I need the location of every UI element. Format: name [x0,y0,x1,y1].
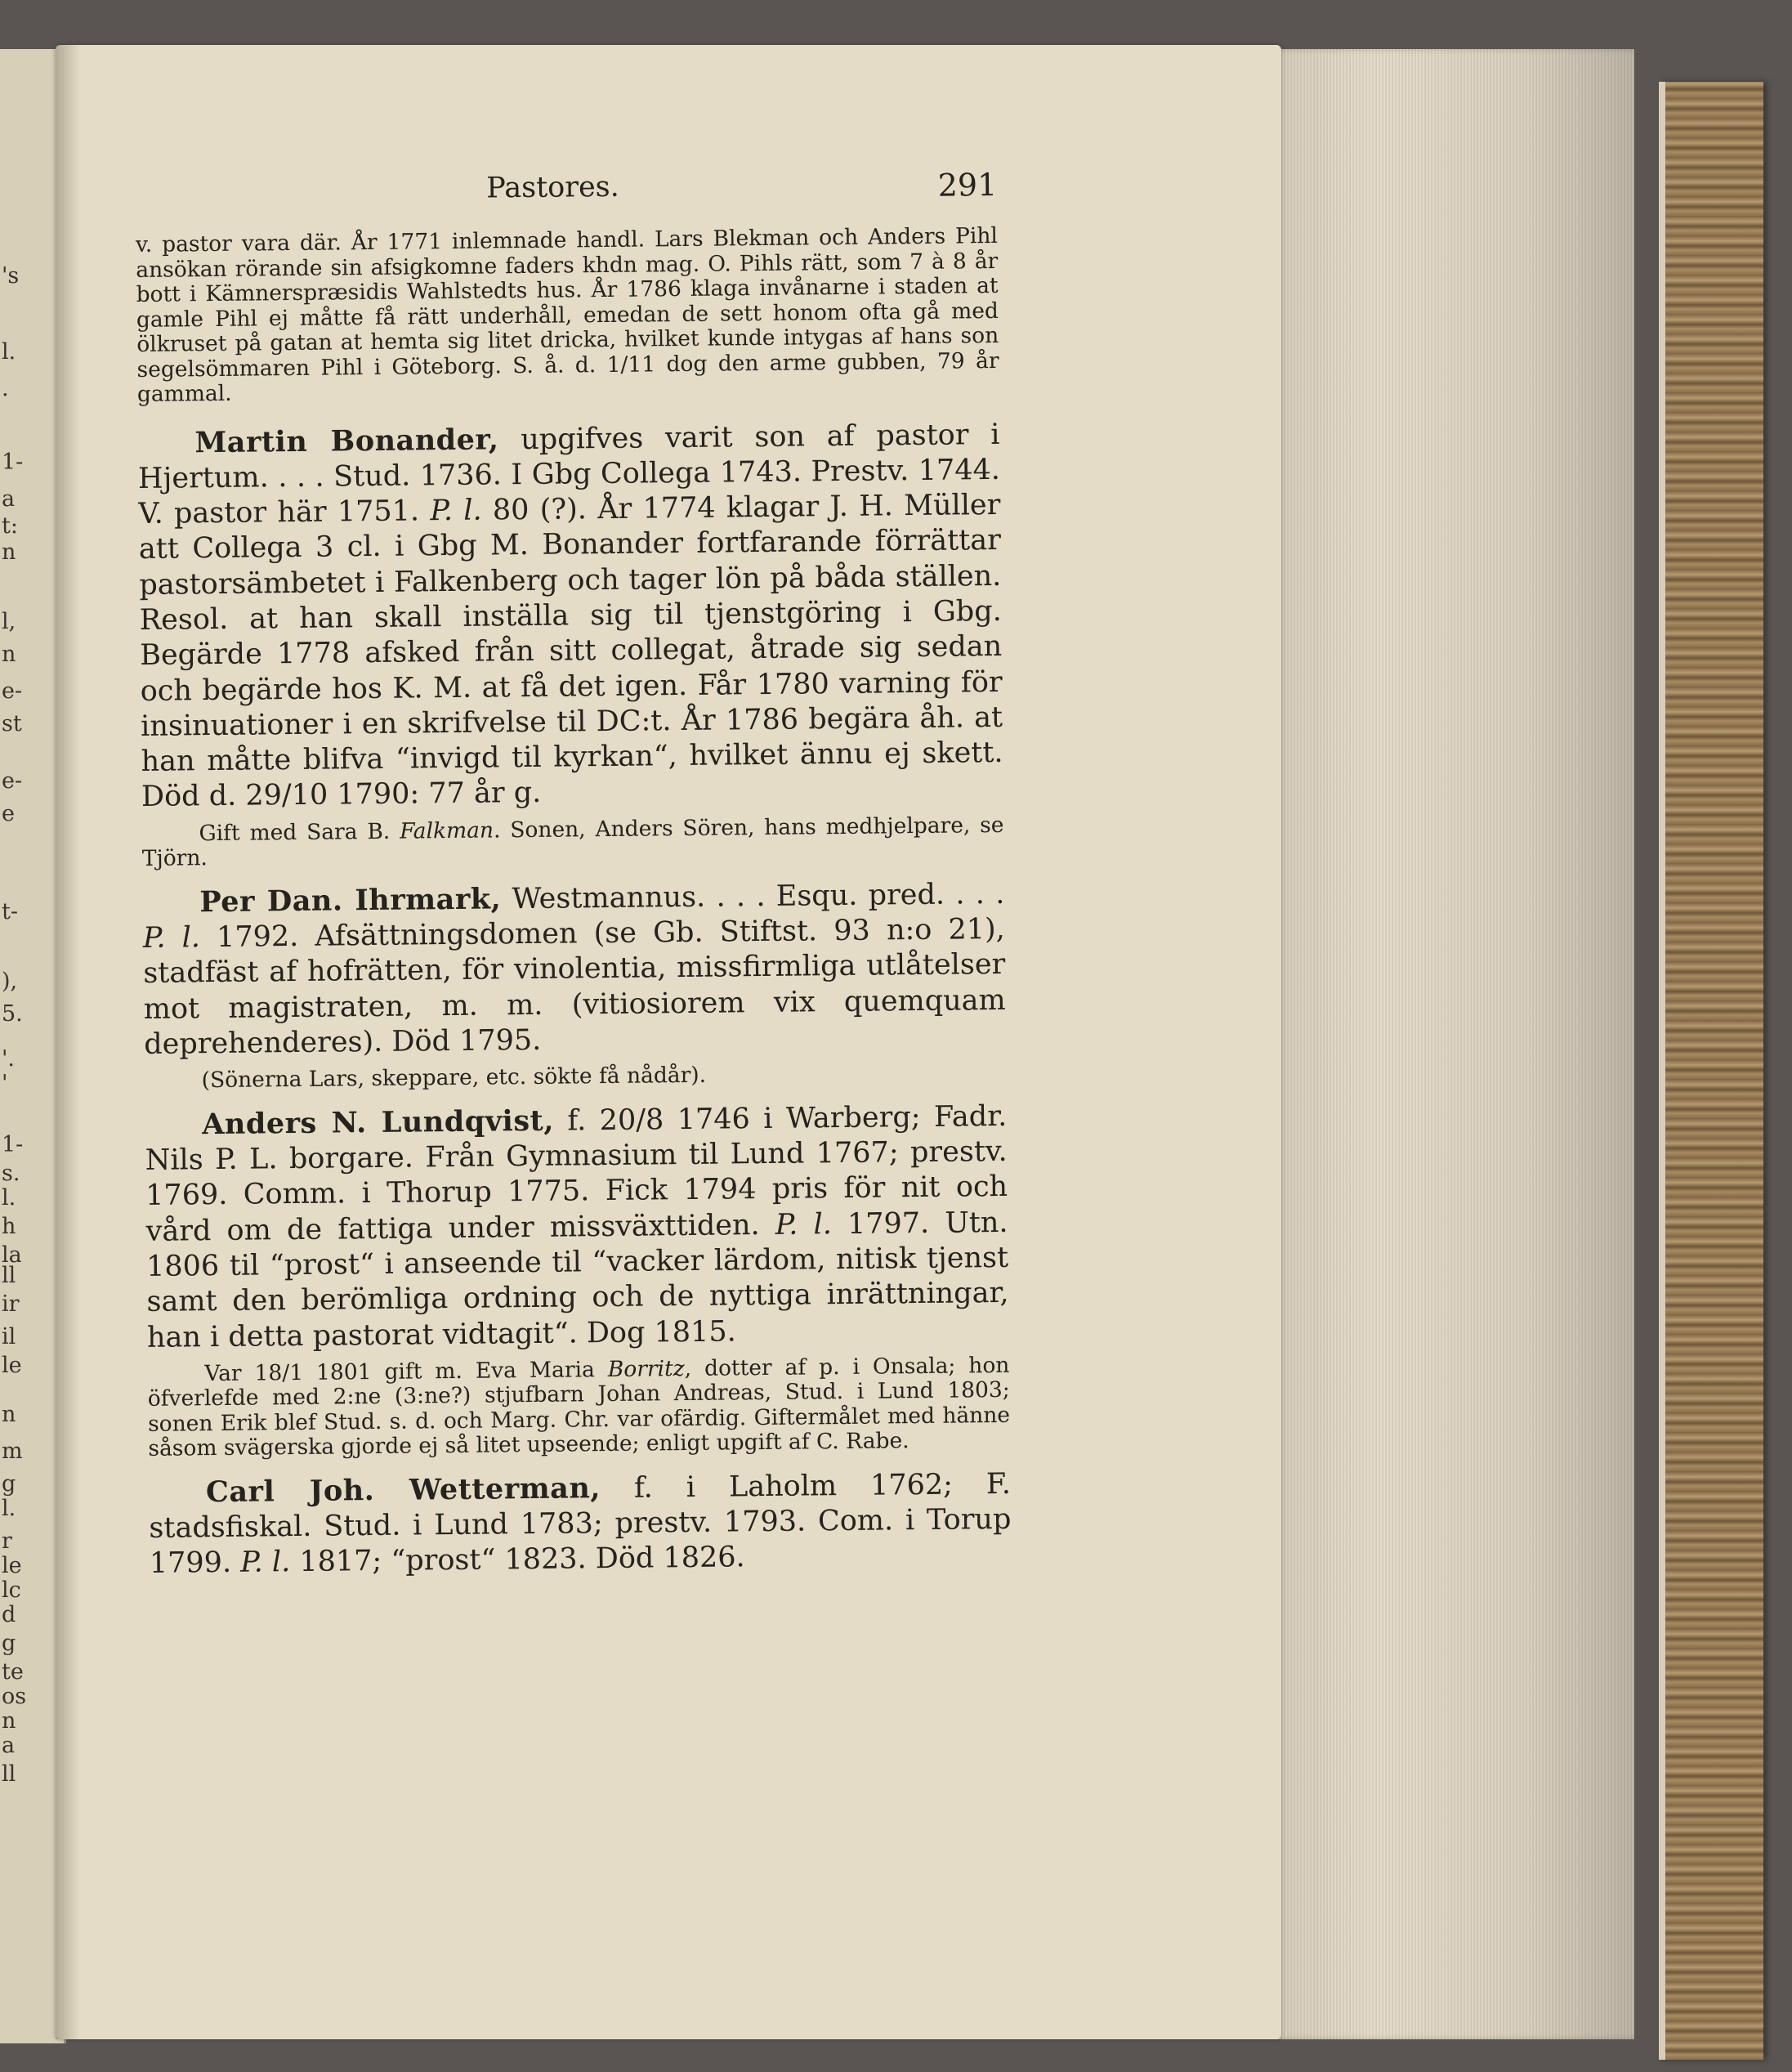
left-fragment: t- [2,899,18,924]
left-fragment: t: [2,513,18,539]
entry-text: upgifves varit son af pastor i Hjertum. . . . Stud. 1736. I Gbg Collega 1743. Prestv. 1744. V. pastor här 1751. [137,418,1001,531]
left-fragment: le [2,1353,22,1378]
left-fragment: 5. [2,1001,23,1027]
left-fragment: d [2,1602,16,1627]
left-fragment: n [2,1402,16,1427]
entry-anders-lundqvist [145,1099,1009,1356]
left-fragment: 's [2,263,20,289]
entry-name: Per Dan. Ihrmark, [199,882,502,919]
left-fragment: st [2,711,22,736]
entry-abbrev: P. l. [430,494,482,528]
entry-name: Anders N. Lundqvist, [202,1103,555,1141]
left-fragment: e- [2,768,23,794]
entry-carl-wetterman [149,1466,1012,1582]
entry-text: 1797. Utn. 1806 til “prost“ i anseende til “vacker lärdom, nitisk tjenst samt den berömliga ordning och de nyttiga inrättningar, han i detta pastorat vidtagit“. Dog 1815. [145,1206,1009,1354]
entry-name: Carl Joh. Wetterman, [205,1470,601,1510]
entry-note [145,1060,1007,1094]
entry-text: 80 (?). År 1774 klagar J. H. Müller att Collega 3 cl. i Gbg M. Bonander fortfarande förrättar pastorsämbetet i Falkenberg och tager lön på båda ställen. Resol. at han skall inställa sig til tjenstgöring i Gbg. Begärde 1778 afsked från sitt collegat, åtrade sig sedan och begärde hos K. M. at få det igen. Får 1780 varning för insinuationer i en skrifvelse til DC:t. År 1786 begära åh. at han måtte blifva “invigd til kyrkan“, hvilket ännu ej skett. Död d. 29/10 1790: 77 år g. [138,489,1003,814]
page-number: 291 [937,166,998,204]
left-fragment: 1- [2,450,24,475]
left-fragment: . [2,376,9,401]
left-fragment: a [2,486,16,512]
left-fragment: l. [2,1496,16,1521]
left-fragment: te [2,1659,24,1685]
left-fragment: ll [2,1761,16,1787]
left-fragment: il [2,1324,16,1349]
entry-text: f. 20/8 1746 i Warberg; Fadr. Nils P. L. borgare. Från Gymnasium til Lund 1767; prestv. 1769. Comm. i Thorup 1775. Fick 1794 pris för nit och vård om de fattiga under missväxttiden. [145,1099,1008,1248]
note-text: Gift med Sara B. [199,818,400,846]
entry-abbrev: P. l. [142,921,201,955]
note-text: (Sönerna Lars, skeppare, etc. sökte få nådår). [201,1062,707,1094]
page-text [135,159,1012,1589]
left-fragment: a [2,1733,16,1758]
left-fragment: n [2,539,16,565]
left-fragment: l, [2,609,16,634]
left-fragment: m [2,1439,23,1464]
left-fragment: n [2,642,16,667]
left-fragment: ' [2,1071,8,1096]
book-cover-edge [1659,82,1763,2060]
running-head [135,159,998,233]
entry-abbrev: P. l. [240,1546,291,1580]
entry-note [147,1354,1010,1462]
note-text: . Sonen, Anders Sören, hans medhjelpare, se Tjörn. [141,812,1004,872]
page-edges-shade [1262,49,1634,2039]
left-fragment: la [2,1242,22,1268]
left-fragment: '. [2,1046,16,1072]
left-fragment: e [2,801,15,826]
note-italic: Falkman [399,817,494,844]
entry-per-dan-ihrmark [142,876,1006,1063]
entry-name: Martin Bonander, [194,422,499,459]
entry-text: 1792. Afsättningsdomen (se Gb. Stiftst. 93 n:o 21), stadfäst af hofrätten, för vinolentia, missfirmliga utlåtelser mot magistraten, m. m. (vitiosiorem vix quemquam deprehenderes). Död 1795. [143,912,1006,1061]
left-fragment: ll [2,1263,16,1288]
note-text: Var 18/1 1801 gift m. Eva Maria [204,1356,608,1387]
left-fragment: g [2,1471,16,1497]
note-italic: Borritz [607,1355,685,1382]
entry-martin-bonander [137,416,1003,815]
left-fragment: l. [2,339,16,365]
left-fragment: s. [2,1161,20,1186]
entry-text: f. i Laholm 1762; F. stadsfiskal. Stud. i Lund 1783; prestv. 1793. Com. i Torup 1799. [149,1467,1012,1581]
left-fragment: r [2,1528,12,1554]
left-fragment: h [2,1214,16,1239]
entry-note [141,813,1004,872]
left-fragment: ir [2,1291,20,1317]
left-fragment: os [2,1684,27,1709]
left-fragment: e- [2,678,23,704]
entry-text: 1817; “prost“ 1823. Död 1826. [290,1541,745,1579]
page-gutter-shadow [56,45,80,2039]
left-fragment: lc [2,1577,21,1603]
intro-paragraph: v. pastor vara där. År 1771 inlemnade handl. Lars Blekman och Anders Pihl ansökan rörande sin afsigkomne faders khdn mag. O. Pihls rätt, som 7 à 8 år bott i Kämnerspræsidis Wahlstedts hus. År 1786 klaga invånarne i staden at gamle Pihl ej måtte få rätt underhåll, emedan de sett honom ofta gå med ölkruset på gatan at hemta sig litet dricka, hvilket kunde intygas af hans son segelsömmaren Pihl i Göteborg. S. å. d. 1/11 dog den arme gubben, 79 år gammal. [135,222,999,407]
note-text: , dotter af p. i Onsala; hon öfverlefde med 2:ne (3:ne?) stjufbarn Johan Andreas, Stud. i Lund 1803; sonen Erik blef Stud. s. d. och Marg. Chr. var ofärdig. Giftermålet med hänne såsom svägerska gjorde ej så litet upseende; enligt upgift af C. Rabe. [147,1352,1011,1462]
entry-text: Westmannus. . . . Esqu. pred. . . . [501,877,1005,916]
left-fragment: 1- [2,1132,24,1157]
left-fragment: l. [2,1185,16,1211]
left-fragment: le [2,1553,22,1578]
entry-abbrev: P. l. [775,1207,833,1242]
left-fragment: ), [2,969,18,994]
running-head-title: Pastores. [486,170,619,205]
left-fragment: n [2,1708,16,1734]
left-fragment: g [2,1631,16,1656]
